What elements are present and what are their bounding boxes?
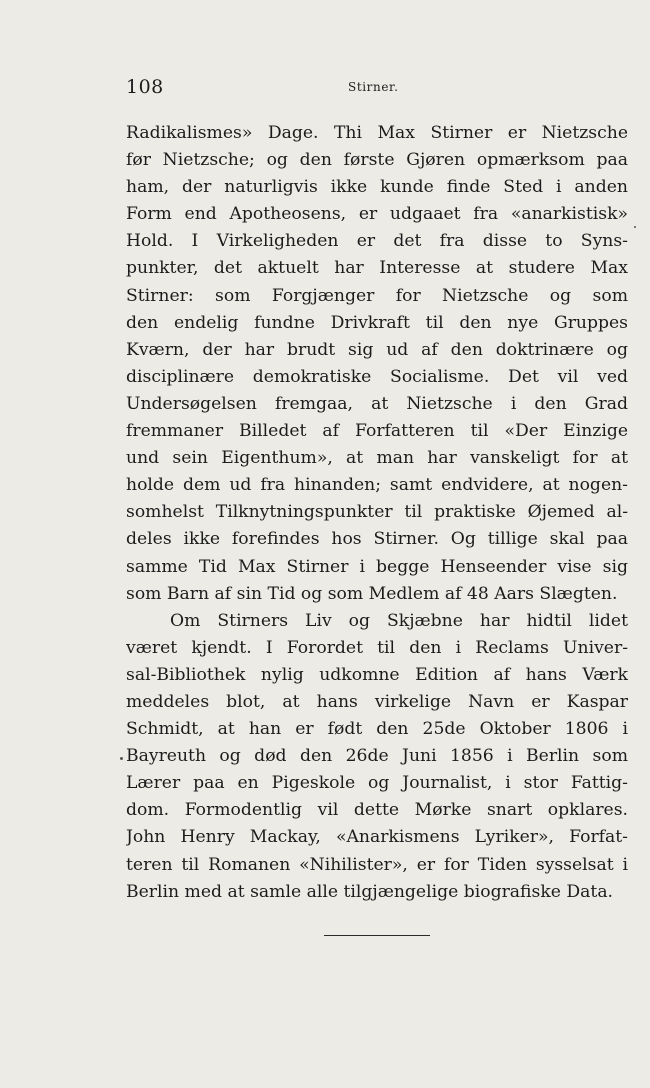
page-number: 108 [126,76,164,98]
text-line: Bayreuth og død den 26de Juni 1856 i Berlin som [126,746,628,767]
end-rule [324,935,430,936]
paragraph-1 [126,120,628,608]
text-line: disciplinære demokratiske Socialisme. Det vil ved [126,366,628,387]
text-line: punkter, det aktuelt har Interesse at studere Max [126,258,628,279]
text-line: John Henry Mackay, «Anarkismens Lyriker», Forfat- [126,827,628,848]
text-line: holde dem ud fra hinanden; samt endvidere, at nogen- [126,475,628,496]
ink-speck [120,757,123,760]
text-line: før Nietzsche; og den første Gjøren opmærksom paa [126,150,628,171]
text-line: Lærer paa en Pigeskole og Journalist, i stor Fattig- [126,773,628,794]
text-line: Hold. I Virkeligheden er det fra disse to Syns- [126,231,628,252]
text-line: været kjendt. I Forordet til den i Reclams Univer- [126,637,628,658]
text-line: deles ikke forefindes hos Stirner. Og tillige skal paa [126,529,628,550]
text-line: Schmidt, at han er født den 25de Oktober 1806 i [126,719,628,740]
text-line: Undersøgelsen fremgaa, at Nietzsche i den Grad [126,393,628,414]
text-line: Berlin med at samle alle tilgjængelige biografiske Data. [126,881,614,902]
page-header [126,76,628,100]
text-line: teren til Romanen «Nihilister», er for Tiden sysselsat i [126,854,628,875]
text-line: und sein Eigenthum», at man har vanskeligt for at [126,448,628,469]
text-line: Om Stirners Liv og Skjæbne har hidtil lidet [170,610,628,631]
text-line: dom. Formodentlig vil dette Mørke snart opklares. [126,800,628,821]
text-line: som Barn af sin Tid og som Medlem af 48 Aars Slægten. [126,583,618,604]
text-line: den endelig fundne Drivkraft til den nye Gruppes [126,312,628,333]
ink-speck [634,226,636,228]
text-line: samme Tid Max Stirner i begge Henseender vise sig [126,556,628,577]
text-line: meddeles blot, at hans virkelige Navn er Kaspar [126,691,628,712]
text-line: fremmaner Billedet af Forfatteren til «Der Einzige [126,421,628,442]
body-text [126,120,628,906]
text-line: somhelst Tilknytningspunkter til praktiske Øjemed al- [126,502,628,523]
text-line: Stirner: som Forgjænger for Nietzsche og som [126,285,628,306]
text-line: Kværn, der har brudt sig ud af den doktrinære og [126,339,628,360]
paragraph-2 [126,608,628,906]
text-line: sal-Bibliothek nylig udkomne Edition af hans Værk [126,664,628,685]
running-head: Stirner. [348,80,399,94]
text-line: Form end Apotheosens, er udgaaet fra «anarkistisk» [126,204,628,225]
text-line: ham, der naturligvis ikke kunde finde Sted i anden [126,177,628,198]
text-line: Radikalismes» Dage. Thi Max Stirner er Nietzsche [126,123,628,143]
